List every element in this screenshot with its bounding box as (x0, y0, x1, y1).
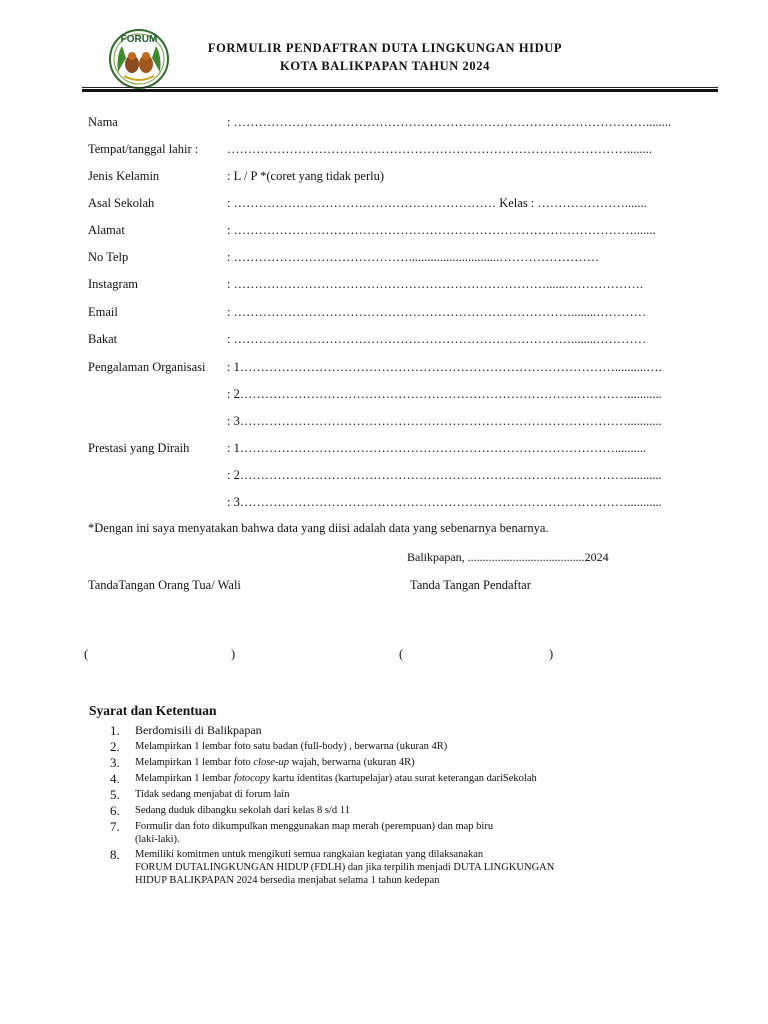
field-value-address[interactable]: : ……………………………………………………………………………………....... (227, 223, 656, 237)
field-value-achievement-3[interactable]: : 3…………………………………………………………………………………........... (227, 495, 662, 509)
field-value-school[interactable]: : ……………………………………………………… Kelas : …………………....... (227, 196, 647, 210)
field-value-organization-2[interactable]: : 2…………………………………………………………………………………........... (227, 387, 662, 401)
term-number: 8. (110, 847, 120, 862)
field-value-phone[interactable]: : …………………………………….............................…………………… (227, 250, 600, 264)
term-text-post: wajah, berwarna (ukuran 4R) (288, 757, 415, 768)
terms-title: Syarat dan Ketentuan (89, 703, 217, 718)
signature-registrant-label: Tanda Tangan Pendaftar (410, 578, 531, 592)
field-value-instagram[interactable]: : …………………………………………………………………......………………. (227, 277, 643, 291)
form-subtitle: KOTA BALIKPAPAN TAHUN 2024 (280, 59, 490, 73)
term-text: Memiliki komitmen untuk mengikuti semua rangkaian kegiatan yang dilaksanakan FORUM DUTALINGKUNGAN HIDUP (FDLH) dan jika terpilih menjadi DUTA LINGKUNGAN HIDUP BALIKPAPAN 2024 bersedia menjabat selama 1 tahun kedepan (135, 849, 555, 886)
field-label-talent: Bakat (88, 332, 118, 346)
header-rule-thick (82, 89, 718, 92)
term-text: Tidak sedang menjabat di forum lain (135, 789, 290, 800)
field-label-school: Asal Sekolah (88, 196, 155, 210)
list-item (110, 724, 630, 738)
signature-registrant-close: ) (549, 647, 554, 661)
signature-registrant-open: ( (399, 647, 404, 661)
field-value-organization-3[interactable]: : 3…………………………………………………………………………………........... (227, 414, 662, 428)
field-value-nama[interactable]: : ………………………………………………………………………………………........ (227, 115, 672, 129)
header-rule (82, 87, 718, 88)
list-item (110, 772, 630, 786)
signature-parent-open: ( (84, 647, 89, 661)
field-label-phone: No Telp (88, 250, 129, 264)
term-text: Sedang duduk dibangku sekolah dari kelas 8 s/d 11 (135, 805, 350, 816)
list-item (110, 788, 630, 802)
field-value-achievement-2[interactable]: : 2…………………………………………………………………………………........... (227, 468, 662, 482)
list-item (110, 740, 630, 754)
list-item (110, 804, 630, 818)
field-value-talent[interactable]: : ………………………………………………………………………........………… (227, 332, 647, 346)
list-item (110, 820, 630, 846)
term-text: Melampirkan 1 lembar foto satu badan (full-body) , berwarna (ukuran 4R) (135, 741, 448, 752)
term-text: Formulir dan foto dikumpulkan menggunakan map merah (perempuan) dan map biru (laki-laki). (135, 821, 494, 845)
field-label-instagram: Instagram (88, 277, 138, 291)
term-text-post: kartu identitas (kartupelajar) atau surat keterangan dariSekolah (270, 773, 537, 784)
list-item (110, 756, 630, 770)
term-text-pre: Melampirkan 1 lembar (135, 773, 234, 784)
terms-list (110, 724, 630, 889)
signature-parent-label: TandaTangan Orang Tua/ Wali (88, 578, 241, 592)
term-text (135, 772, 537, 786)
field-label-achievement: Prestasi yang Diraih (88, 441, 190, 455)
place-date[interactable]: Balikpapan, .......................................2024 (407, 550, 609, 564)
signature-parent-close: ) (231, 647, 236, 661)
field-value-organization-1[interactable]: : 1………………………………………………………………………………..........…. (227, 360, 662, 374)
term-text-italic: fotocopy (233, 773, 270, 784)
field-label-nama: Nama (88, 115, 118, 129)
term-number: 6. (110, 803, 120, 818)
term-number: 3. (110, 755, 120, 770)
field-label-organization: Pengalaman Organisasi (88, 360, 206, 374)
field-label-gender: Jenis Kelamin (88, 169, 160, 183)
field-value-ttl[interactable]: ……………………………………………………………………………………........ (227, 142, 652, 156)
field-label-ttl: Tempat/tanggal lahir : (88, 142, 199, 156)
field-value-achievement-1[interactable]: : 1……………………………………………………………………………….......... (227, 441, 647, 455)
term-text-pre: Melampirkan 1 lembar foto (135, 757, 254, 768)
field-label-email: Email (88, 305, 118, 319)
field-value-gender[interactable]: : L / P *(coret yang tidak perlu) (227, 169, 385, 183)
term-number: 2. (110, 739, 120, 754)
logo-text: FORUM (120, 34, 158, 45)
list-item (110, 848, 630, 887)
form-title: FORMULIR PENDAFTRAN DUTA LINGKUNGAN HIDUP (207, 41, 563, 55)
term-text-italic: close-up (253, 757, 289, 768)
term-number: 5. (110, 787, 120, 802)
field-label-address: Alamat (88, 223, 125, 237)
term-text (135, 756, 415, 770)
field-value-email[interactable]: : ………………………………………………………………………........………… (227, 305, 647, 319)
forum-logo (108, 28, 170, 90)
term-number: 7. (110, 819, 120, 834)
term-text: Berdomisili di Balikpapan (135, 723, 262, 737)
term-number: 4. (110, 771, 120, 786)
term-number: 1. (110, 723, 120, 738)
declaration-text: *Dengan ini saya menyatakan bahwa data yang diisi adalah data yang sebenarnya benarnya. (88, 521, 549, 535)
